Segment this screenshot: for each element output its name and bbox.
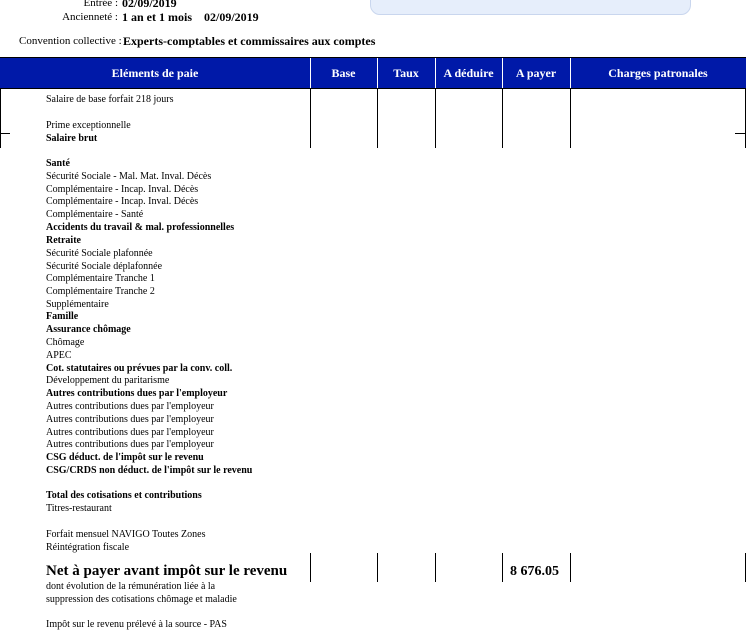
column-line: [377, 88, 378, 148]
table-border: [0, 88, 1, 148]
column-line: [310, 88, 311, 148]
col-a-payer: A payer: [515, 66, 557, 80]
col-elements: Eléments de paie: [111, 66, 199, 80]
header-separator: [377, 58, 378, 88]
net-label: Net à payer avant impôt sur le revenu: [46, 563, 288, 579]
pay-row-label: Famille: [46, 311, 79, 322]
pay-row-label: Chômage: [46, 337, 85, 348]
header-separator: [310, 58, 311, 88]
net-note-line2: suppression des cotisations chômage et maladie: [46, 594, 237, 605]
col-a-deduire: A déduire: [443, 66, 494, 80]
column-line: [502, 88, 503, 148]
pay-row-label: Salaire brut: [46, 133, 98, 144]
pay-row-label: Réintégration fiscale: [46, 542, 130, 553]
pay-row-label: Autres contributions dues par l'employeur: [46, 414, 214, 425]
pay-row-label: Salaire de base forfait 218 jours: [46, 94, 174, 105]
entree-label: Entrée :: [83, 0, 118, 9]
column-line: [502, 553, 503, 582]
pas-label: Impôt sur le revenu prélevé à la source - PAS: [46, 619, 227, 630]
anciennete-label: Ancienneté :: [62, 11, 118, 23]
pay-row-label: Autres contributions dues par l'employeur: [46, 401, 214, 412]
row-tick: [735, 133, 745, 134]
header-separator: [435, 58, 436, 88]
pay-row-label: Supplémentaire: [46, 299, 109, 310]
col-charges-patronales: Charges patronales: [608, 66, 708, 80]
info-panel: [370, 0, 691, 15]
col-taux: Taux: [393, 66, 419, 80]
pay-row-label: Autres contributions dues par l'employeur: [46, 427, 214, 438]
pay-row-label: Forfait mensuel NAVIGO Toutes Zones: [46, 529, 206, 540]
pay-row-label: Sécurité Sociale déplafonnée: [46, 261, 163, 272]
convention-value: Experts-comptables et commissaires aux comptes: [123, 34, 376, 48]
pay-row-label: Complémentaire - Incap. Inval. Décès: [46, 184, 199, 195]
table-header: [0, 57, 746, 89]
pay-row-label: Complémentaire - Incap. Inval. Décès: [46, 196, 199, 207]
column-line: [435, 553, 436, 582]
pay-row-label: Prime exceptionnelle: [46, 120, 131, 131]
pay-row-label: Cot. statutaires ou prévues par la conv. coll.: [46, 363, 233, 374]
pay-row-label: Assurance chômage: [46, 324, 131, 335]
net-note-line1: dont évolution de la rémunération liée à la: [46, 581, 216, 592]
anciennete-value: 1 an et 1 mois: [122, 10, 192, 24]
column-line: [310, 553, 311, 582]
pay-row-label: Complémentaire Tranche 2: [46, 286, 155, 297]
pay-row-label: Complémentaire - Santé: [46, 209, 144, 220]
pay-row-label: Total des cotisations et contributions: [46, 490, 202, 501]
column-line: [570, 553, 571, 582]
pay-row-label: Santé: [46, 158, 70, 169]
pay-row-label: Autres contributions dues par l'employeur: [46, 439, 214, 450]
pay-row-label: Titres-restaurant: [46, 503, 112, 514]
pay-row-label: Sécurité Sociale - Mal. Mat. Inval. Décès: [46, 171, 212, 182]
pay-row-label: Développement du paritarisme: [46, 375, 170, 386]
column-line: [377, 553, 378, 582]
pay-row-label: Sécurité Sociale plafonnée: [46, 248, 153, 259]
pay-row-label: Accidents du travail & mal. professionnelles: [46, 222, 235, 233]
row-tick: [0, 133, 10, 134]
column-line: [570, 88, 571, 148]
entree-value: 02/09/2019: [122, 0, 177, 10]
header-separator: [570, 58, 571, 88]
table-border: [745, 553, 746, 582]
pay-row-label: Retraite: [46, 235, 81, 246]
pay-row-label: Autres contributions dues par l'employeur: [46, 388, 228, 399]
convention-label: Convention collective :: [19, 35, 122, 47]
header-separator: [502, 58, 503, 88]
pay-row-label: Complémentaire Tranche 1: [46, 273, 155, 284]
pay-row-label: APEC: [46, 350, 72, 361]
net-value: 8 676.05: [510, 564, 559, 579]
pay-row-label: CSG déduct. de l'impôt sur le revenu: [46, 452, 204, 463]
anciennete-date: 02/09/2019: [204, 10, 259, 24]
pay-row-label: CSG/CRDS non déduct. de l'impôt sur le revenu: [46, 465, 253, 476]
col-base: Base: [331, 66, 356, 80]
column-line: [435, 88, 436, 148]
table-border: [745, 88, 746, 148]
